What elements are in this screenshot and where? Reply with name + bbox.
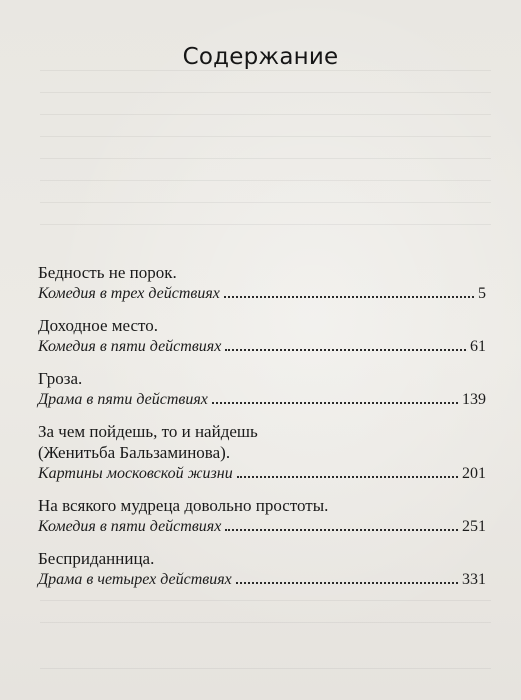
toc-entry-line: [38, 516, 486, 537]
toc-entry-line: [38, 463, 486, 484]
toc-entry-page-number: 139: [462, 391, 486, 408]
bleed-through-line: [40, 136, 491, 137]
toc-entry-line: [38, 389, 486, 410]
toc-entry-title-continued: (Женитьба Бальзаминова).: [38, 443, 231, 462]
bleed-through-line: [40, 158, 491, 159]
toc-entry-page-number: 61: [470, 338, 486, 355]
bleed-through-line: [40, 70, 491, 71]
toc-entry-line: [38, 283, 486, 304]
toc-entry-page-number: 5: [478, 285, 486, 302]
toc-entry-title: За чем пойдешь, то и найдешь: [38, 422, 258, 441]
toc-entry-subtitle: Драма в четырех действиях: [38, 571, 232, 588]
toc-entry-title: Доходное место.: [38, 316, 159, 335]
toc-entry-subtitle: Драма в пяти действиях: [38, 391, 208, 408]
dot-leader: [225, 529, 458, 531]
toc-entry[interactable]: [38, 495, 486, 537]
toc-entry-page-number: 331: [462, 571, 486, 588]
page-title: Содержание: [182, 44, 339, 70]
toc-entry-title: На всякого мудреца довольно простоты.: [38, 496, 329, 515]
toc-entry[interactable]: [38, 548, 486, 590]
toc-entry-line: [38, 336, 486, 357]
toc-entry-title: Гроза.: [38, 369, 83, 388]
bleed-through-line: [40, 202, 491, 203]
toc-entry-title: Бесприданница.: [38, 549, 155, 568]
toc-entry-title: Бедность не порок.: [38, 263, 177, 282]
bleed-through-line: [40, 224, 491, 225]
bleed-through-line: [40, 668, 491, 669]
toc-entry-line: [38, 569, 486, 590]
dot-leader: [225, 349, 466, 351]
bleed-through-line: [40, 622, 491, 623]
toc-entry-page-number: 251: [462, 518, 486, 535]
toc-entry[interactable]: [38, 368, 486, 410]
dot-leader: [237, 476, 458, 478]
dot-leader: [212, 402, 458, 404]
toc-entry-subtitle: Комедия в пяти действиях: [38, 338, 222, 355]
toc-entry-subtitle: Комедия в трех действиях: [38, 285, 220, 302]
dot-leader: [224, 296, 474, 298]
dot-leader: [236, 582, 458, 584]
toc-entry[interactable]: [38, 315, 486, 357]
toc-entry-page-number: 201: [462, 465, 486, 482]
bleed-through-line: [40, 180, 491, 181]
table-of-contents: [38, 262, 486, 601]
toc-entry[interactable]: [38, 262, 486, 304]
toc-entry-subtitle: Комедия в пяти действиях: [38, 518, 222, 535]
toc-entry-subtitle: Картины московской жизни: [38, 465, 233, 482]
toc-entry[interactable]: [38, 421, 486, 484]
bleed-through-line: [40, 114, 491, 115]
bleed-through-line: [40, 92, 491, 93]
